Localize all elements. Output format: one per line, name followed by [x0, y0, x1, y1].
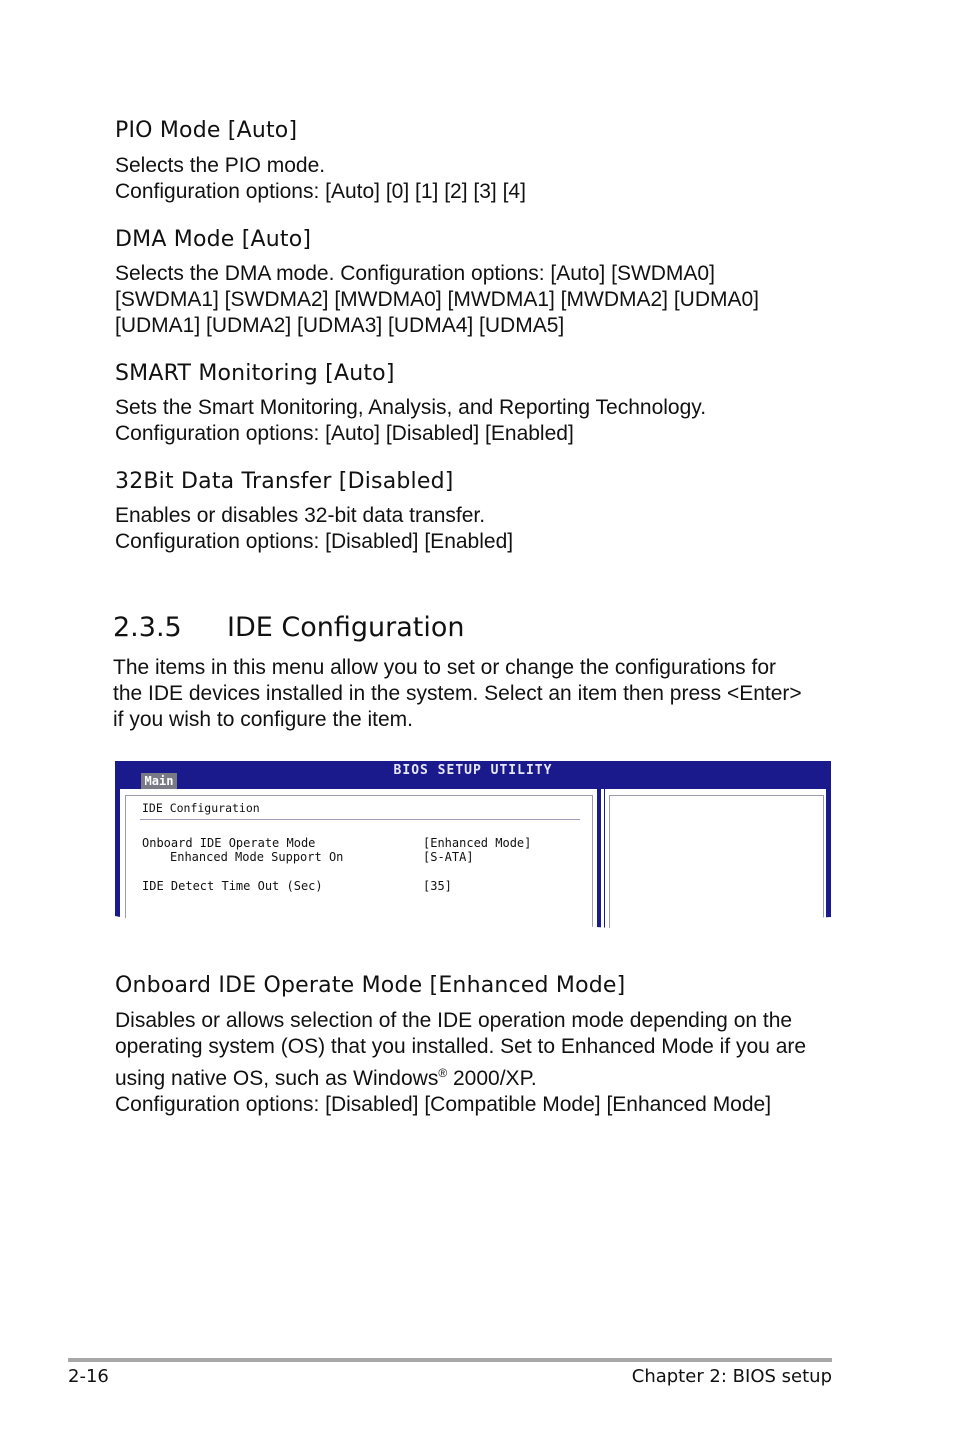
text-line: Configuration options: [Auto] [0] [1] [2] [3] [4] [115, 180, 526, 203]
bios-title-bar [115, 761, 831, 789]
text-line: Disables or allows selection of the IDE operation mode depending on the [115, 1009, 793, 1032]
section-name: IDE Configuration [227, 612, 465, 643]
text-line: The items in this menu allow you to set or change the configurations for [113, 656, 777, 679]
bios-row-label-detect-timeout[interactable]: IDE Detect Time Out (Sec) [142, 879, 323, 893]
smart-monitoring-description [115, 395, 706, 447]
text-line: [UDMA1] [UDMA2] [UDMA3] [UDMA4] [UDMA5] [115, 314, 565, 337]
bios-screenshot [115, 761, 831, 946]
onboard-ide-heading: Onboard IDE Operate Mode [Enhanced Mode] [115, 973, 626, 998]
smart-monitoring-heading: SMART Monitoring [Auto] [115, 361, 395, 386]
text-line: the IDE devices installed in the system. Select an item then press <Enter> [113, 682, 802, 705]
text-segment: using native OS, such as Windows [115, 1067, 439, 1090]
page-number: 2-16 [68, 1366, 109, 1387]
dma-mode-description [115, 261, 759, 339]
bios-title: BIOS SETUP UTILITY [393, 763, 553, 778]
text-line: Enables or disables 32-bit data transfer. [115, 504, 486, 527]
text-line: Sets the Smart Monitoring, Analysis, and Reporting Technology. [115, 396, 707, 419]
32bit-transfer-heading: 32Bit Data Transfer [Disabled] [115, 469, 454, 494]
section-number: 2.3.5 [113, 612, 182, 643]
bios-row-label-onboard-ide[interactable]: Onboard IDE Operate Mode [142, 836, 316, 850]
text-line: Selects the DMA mode. Configuration options: [Auto] [SWDMA0] [115, 262, 715, 285]
pio-mode-heading: PIO Mode [Auto] [115, 118, 298, 143]
bios-row-value-onboard-ide[interactable]: [Enhanced Mode] [423, 836, 532, 850]
text-line: [SWDMA1] [SWDMA2] [MWDMA0] [MWDMA1] [MWDMA2] [UDMA0] [115, 288, 760, 311]
text-line: Selects the PIO mode. [115, 154, 326, 177]
section-title [113, 612, 465, 643]
text-line: Configuration options: [Disabled] [Compatible Mode] [Enhanced Mode] [115, 1093, 772, 1116]
bios-separator [140, 819, 580, 820]
text-segment: 2000/XP. [447, 1067, 537, 1090]
pio-mode-description [115, 153, 526, 205]
section-intro [113, 655, 802, 733]
footer-rule [68, 1358, 832, 1362]
text-line [115, 1060, 806, 1092]
text-line: operating system (OS) that you installed. Set to Enhanced Mode if you are [115, 1035, 807, 1058]
onboard-ide-description [115, 1008, 806, 1118]
text-line: Configuration options: [Auto] [Disabled] [Enabled] [115, 422, 574, 445]
bios-panel-title: IDE Configuration [142, 801, 260, 815]
tab-main[interactable]: Main [141, 773, 177, 789]
chapter-label: Chapter 2: BIOS setup [631, 1366, 832, 1387]
32bit-transfer-description [115, 503, 513, 555]
dma-mode-heading: DMA Mode [Auto] [115, 227, 312, 252]
registered-mark: ® [438, 1066, 448, 1080]
text-line: if you wish to configure the item. [113, 708, 413, 731]
text-line: Configuration options: [Disabled] [Enabled] [115, 530, 514, 553]
torn-edge-graphic [115, 911, 831, 946]
bios-row-value-detect-timeout[interactable]: [35] [423, 879, 452, 893]
bios-row-value-enhanced-support[interactable]: [S-ATA] [423, 850, 474, 864]
bios-row-label-enhanced-support[interactable]: Enhanced Mode Support On [170, 850, 344, 864]
